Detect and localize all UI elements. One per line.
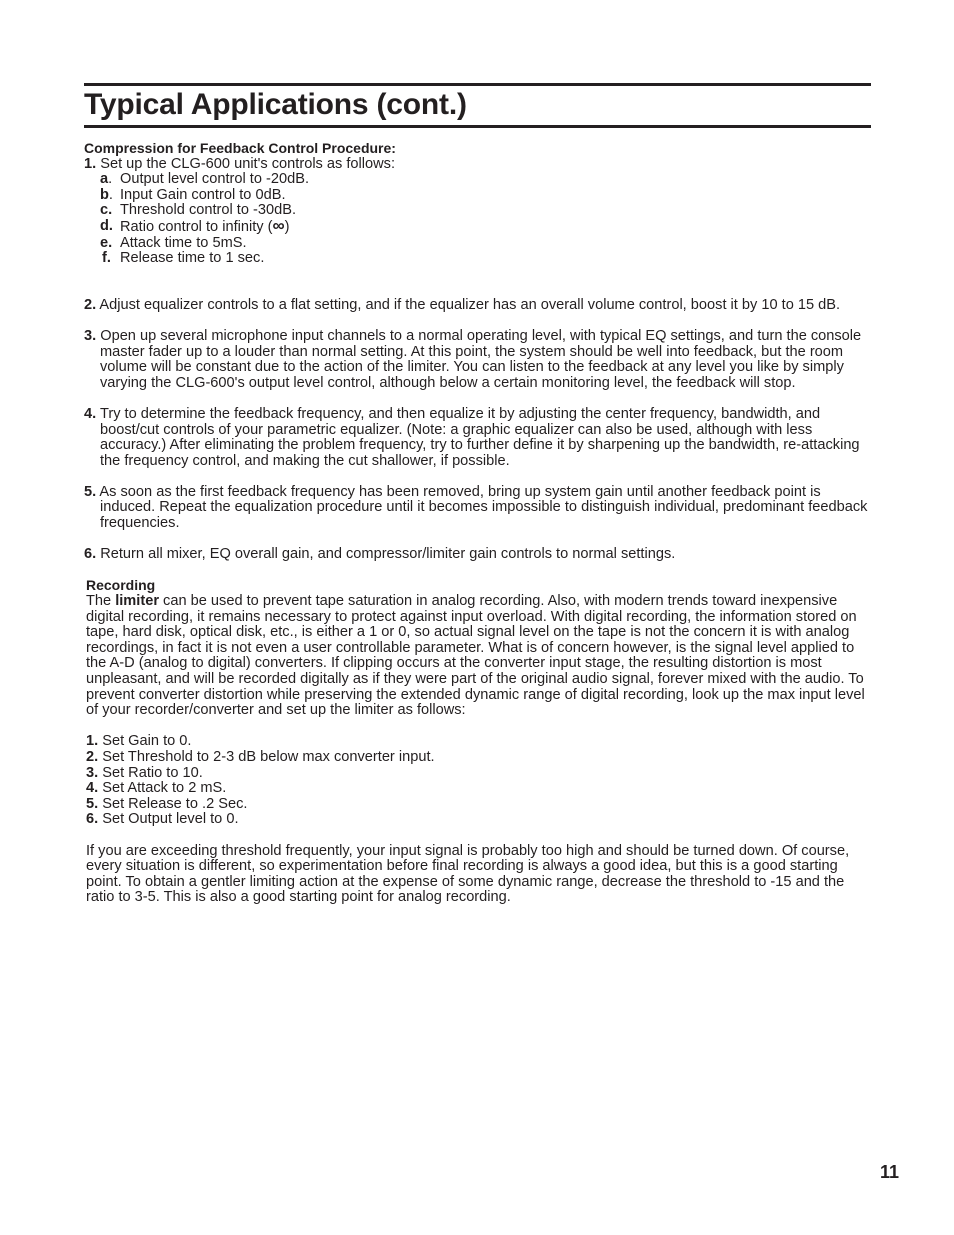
substep-letter: d. bbox=[100, 217, 113, 234]
compression-step-1 bbox=[84, 157, 874, 173]
step-number: 1. bbox=[86, 733, 99, 750]
step-number: 5. bbox=[86, 795, 99, 812]
compression-substeps bbox=[84, 172, 874, 267]
substep-e bbox=[100, 236, 874, 252]
substep-b: b. Input Gain control to 0dB. bbox=[100, 186, 286, 203]
compression-step-3 bbox=[84, 329, 874, 391]
substep-letter: b bbox=[100, 186, 109, 203]
step-number: 1. bbox=[84, 155, 97, 172]
substep-letter: c. bbox=[100, 202, 113, 219]
step-number: 2. bbox=[86, 748, 99, 765]
step-number: 2. bbox=[84, 296, 97, 313]
step-number: 4. bbox=[86, 780, 99, 797]
step-number: 6. bbox=[84, 546, 97, 563]
substep-letter: f. bbox=[102, 250, 111, 267]
recording-step-4 bbox=[86, 781, 874, 797]
step-text: As soon as the first feedback frequency has been removed, bring up system gain until another feedback point is induced. Repeat the equalization procedure until it becomes impossible to distinguish individual, predominant feedback frequencies. bbox=[96, 483, 868, 532]
substep-text: Attack time to 5mS. bbox=[120, 234, 247, 251]
step-text: Open up several microphone input channels to a normal operating level, with typical EQ settings, and turn the console master fader up to a louder than normal setting. At this point, the system should be well into feedback, but the room volume will be constant due to the action of the limiter. You can listen to the feedback at any level you like by simply varying the CLG-600's output level control, although below a certain monitoring level, the feedback will stop. bbox=[96, 327, 862, 391]
step-text: Try to determine the feedback frequency, and then equalize it by adjusting the center frequency, bandwidth, and boost/cut controls of your parametric equalizer. (Note: a graphic equalizer can also be used, although with less accuracy.) After eliminating the problem frequency, try to further define it by sharpening up the bandwidth, re-attacking the frequency control, and making the cut shallower, if possible. bbox=[96, 405, 860, 469]
step-text: Set Threshold to 2-3 dB below max converter input. bbox=[98, 748, 435, 765]
page-content bbox=[84, 141, 874, 906]
close-paren: ) bbox=[284, 218, 290, 235]
step-number: 6. bbox=[86, 811, 99, 828]
substep-text: Threshold control to -30dB. bbox=[120, 202, 297, 219]
compression-step-6 bbox=[84, 547, 874, 563]
step-text: Set Attack to 2 mS. bbox=[98, 780, 227, 797]
step-text: Set Gain to 0. bbox=[98, 733, 192, 750]
title-bar bbox=[84, 83, 871, 128]
step-text: Adjust equalizer controls to a flat setting, and if the equalizer has an overall volume control, boost it by 10 to 15 dB. bbox=[96, 296, 841, 313]
limiter-term: limiter bbox=[115, 593, 159, 610]
step-text: Return all mixer, EQ overall gain, and compressor/limiter gain controls to normal settings. bbox=[96, 546, 676, 563]
substep-text: Output level control to -20dB. bbox=[120, 171, 310, 188]
compression-step-5 bbox=[84, 485, 874, 532]
substep-text: Input Gain control to 0dB. bbox=[120, 186, 286, 203]
step-text: Set Output level to 0. bbox=[98, 811, 239, 828]
step-number: 5. bbox=[84, 483, 97, 500]
compression-step-2 bbox=[84, 298, 874, 314]
compression-step-4 bbox=[84, 407, 874, 469]
step-number: 3. bbox=[84, 327, 97, 344]
recording-step-2 bbox=[86, 750, 874, 766]
step-text: Set Release to .2 Sec. bbox=[98, 795, 248, 812]
substep-a: a. Output level control to -20dB. bbox=[100, 171, 310, 188]
step-number: 4. bbox=[84, 405, 97, 422]
recording-closing: If you are exceeding threshold frequently, your input signal is probably too high and should be turned down. Of course, every situation is different, so experimentation before final recording is always a good idea, but this is a good starting point. To obtain a gentler limiting action at the expense of some dynamic range, decrease the threshold to -15 and the ratio to 3-5. This is also a good starting point for analog recording. bbox=[86, 842, 850, 906]
page-title: Typical Applications (cont.) bbox=[84, 88, 467, 121]
page-number: 11 bbox=[880, 1162, 900, 1182]
recording-section bbox=[84, 578, 874, 905]
recording-step-6 bbox=[86, 812, 874, 828]
step-text: Set up the CLG-600 unit's controls as follows: bbox=[96, 155, 396, 172]
recording-step-5 bbox=[86, 797, 874, 813]
substep-d bbox=[100, 215, 874, 236]
substep-c bbox=[100, 203, 874, 219]
recording-step-1 bbox=[86, 734, 874, 750]
substep-letter: a bbox=[100, 171, 109, 188]
substep-letter: e. bbox=[100, 234, 113, 251]
recording-heading: Recording bbox=[86, 577, 156, 594]
step-text: Set Ratio to 10. bbox=[98, 764, 203, 781]
step-number: 3. bbox=[86, 764, 99, 781]
recording-intro: The limiter can be used to prevent tape saturation in analog recording. Also, with modern trends toward inexpensive digital recording, it remains necessary to protect against input overload. With digital recording, the information stored on tape, hard disk, optical disk, etc., is either a 1 or 0, so actual signal level on the tape is not the concern it is with analog recordings, in fact it is not even a user controllable parameter. What is of concern however, is the signal level applied to the A-D (analog to digital) converters. If clipping occurs at the converter input stage, the resulting distortion is most unpleasant, and will be recorded digitally as if they were part of the original audio signal, forever mixed with the audio. To prevent converter distortion while preserving the extended dynamic range of digital recording, look up the max input level of your recorder/converter and set up the limiter as follows: bbox=[86, 593, 865, 719]
substep-f bbox=[100, 251, 874, 267]
recording-step-3 bbox=[86, 766, 874, 782]
compression-heading: Compression for Feedback Control Procedure: bbox=[84, 140, 396, 156]
infinity-symbol: ∞ bbox=[272, 215, 285, 235]
substep-text: Ratio control to infinity ( bbox=[120, 218, 273, 235]
substep-text: Release time to 1 sec. bbox=[120, 250, 265, 267]
